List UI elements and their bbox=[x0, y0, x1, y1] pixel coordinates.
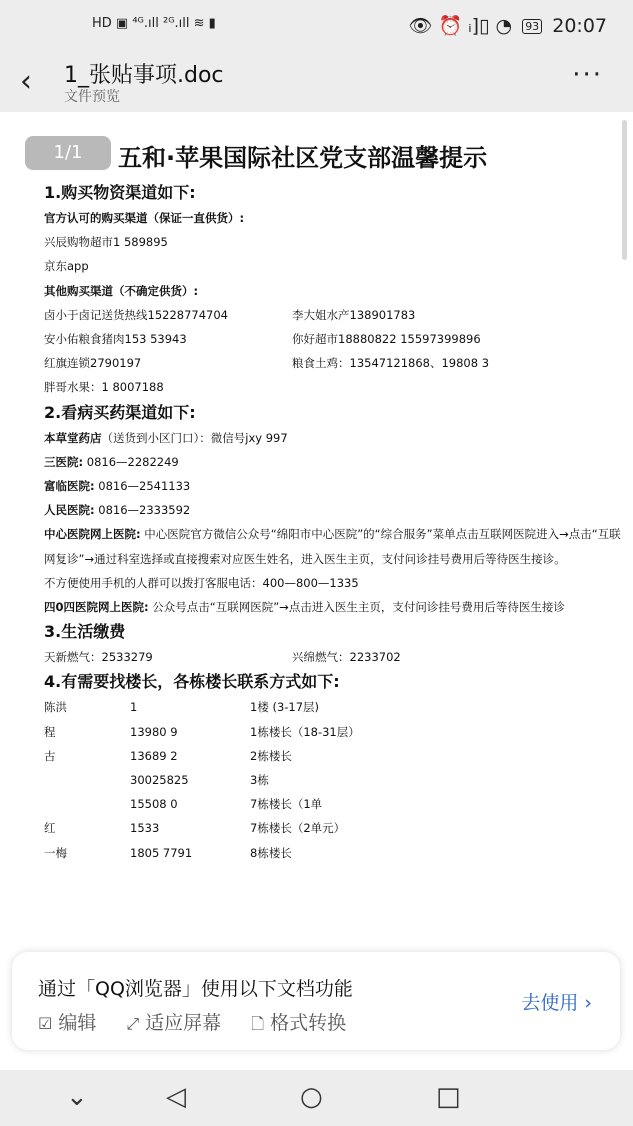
hospital-name: 三医院: bbox=[44, 454, 84, 469]
gas-row bbox=[44, 645, 624, 669]
other-channel-row bbox=[44, 327, 624, 351]
status-icons: 👁 ⏰ ᵢ]▯ ◔ bbox=[408, 15, 513, 37]
other-channel: 安小佑粮食猪肉153 53943 bbox=[44, 332, 187, 347]
document-preview[interactable] bbox=[0, 112, 633, 952]
leader-row: 15508 0 7栋楼长（1单 bbox=[130, 797, 323, 812]
section-2-heading: 2.看病买药渠道如下: bbox=[44, 402, 196, 422]
battery-icon: 93 bbox=[522, 19, 542, 34]
online-hospital-info: 公众号点击“互联网医院”→点击进入医生主页，支付问诊挂号费用后等待医生接诊 bbox=[152, 600, 565, 615]
edit-tool[interactable]: ☑ 编辑 bbox=[38, 1012, 97, 1034]
page-indicator: 1/1 bbox=[25, 136, 111, 170]
other-channel: 红旗连锁2790197 bbox=[44, 356, 142, 371]
pharmacy-info: （送货到小区门口）：微信号jxy 997 bbox=[101, 430, 288, 445]
system-nav-bar bbox=[0, 1070, 633, 1126]
signal-indicators: HD ▣ ⁴ᴳ.ıll ²ᴳ.ıll ≋ ▮ bbox=[92, 16, 216, 31]
leader-row: 一梅 1805 7791 8栋楼长 bbox=[44, 845, 292, 860]
gas-company: 天新燃气：2533279 bbox=[44, 650, 153, 665]
official-channel: 京东app bbox=[44, 259, 89, 274]
banner-title: 通过「QQ浏览器」使用以下文档功能 bbox=[38, 978, 353, 1000]
other-channel-row bbox=[44, 303, 624, 327]
section-1-heading: 1.购买物资渠道如下: bbox=[44, 183, 196, 202]
other-channel: 粮食土鸡：13547121868、19808 3 bbox=[292, 356, 490, 371]
other-channel: 李大姐水产138901783 bbox=[292, 307, 416, 322]
other-channel-row bbox=[44, 351, 624, 375]
other-channel: 你好超市18880822 15597399896 bbox=[292, 332, 481, 347]
app-header bbox=[0, 56, 633, 112]
other-channel: 胖哥水果：1 8007188 bbox=[44, 380, 164, 395]
online-hospital-name: 四0四医院网上医院: bbox=[44, 600, 149, 615]
more-icon[interactable]: ··· bbox=[572, 60, 603, 90]
leader-row: 程 13980 9 1栋楼长（18-31层） bbox=[44, 724, 360, 739]
status-bar bbox=[0, 0, 633, 56]
gas-company: 兴绵燃气：2233702 bbox=[292, 650, 401, 665]
pharmacy-name: 本草堂药店 bbox=[44, 430, 102, 445]
banner-tools bbox=[38, 1008, 346, 1040]
other-channel: 卤小于卤记送货热线15228774704 bbox=[44, 307, 228, 322]
document-title: 五和·苹果国际社区党支部温馨提示 bbox=[118, 144, 488, 172]
hotline-text: 不方便使用手机的人群可以拨打客服电话：400—800—1335 bbox=[44, 575, 359, 590]
file-subtitle: 文件预览 bbox=[64, 89, 120, 105]
status-right bbox=[408, 14, 607, 37]
clock: 20:07 bbox=[552, 15, 607, 37]
home-icon[interactable]: ○ bbox=[300, 1082, 323, 1112]
fit-screen-icon: ⤢ bbox=[126, 1014, 140, 1033]
section-4-heading: 4.有需要找楼长，各栋楼长联系方式如下: bbox=[44, 672, 340, 692]
collapse-icon[interactable]: ⌄ bbox=[66, 1082, 88, 1112]
recent-apps-icon[interactable]: □ bbox=[436, 1082, 461, 1112]
other-label: 其他购买渠道（不确定供货）: bbox=[44, 283, 199, 298]
hospital-phone: 0816—2282249 bbox=[86, 454, 179, 469]
hospital-phone: 0816—2541133 bbox=[98, 479, 191, 494]
hospital-name: 人民医院: bbox=[44, 503, 95, 518]
section-3-heading: 3.生活缴费 bbox=[44, 622, 126, 642]
hospital-phone: 0816—2333592 bbox=[98, 503, 191, 518]
file-title: 1_张贴事项.doc bbox=[64, 63, 224, 88]
official-label: 官方认可的购买渠道（保证一直供货）: bbox=[44, 211, 245, 225]
online-hospital-name: 中心医院网上医院: bbox=[44, 527, 141, 542]
official-channel: 兴辰购物超市1 589895 bbox=[44, 235, 168, 250]
file-icon: 🗋 bbox=[251, 1014, 265, 1033]
online-hospital-info: 中心医院官方微信公众号“绵阳市中心医院”的“综合服务”菜单点击互联网医院进入→点击“互联网复诊”→通过科室选择或直接搜索对应医生姓名，进入医生主页，支付问诊挂号费用后等待医生接诊。 bbox=[44, 527, 621, 566]
back-icon[interactable]: ‹ bbox=[20, 64, 32, 99]
hospital-name: 富临医院: bbox=[44, 479, 95, 494]
fit-screen-tool[interactable]: ⤢ 适应屏幕 bbox=[126, 1012, 222, 1034]
use-now-button[interactable]: 去使用 › bbox=[521, 992, 592, 1014]
edit-icon: ☑ bbox=[38, 1014, 53, 1033]
leader-row: 陈洪 1 1楼 (3-17层) bbox=[44, 700, 320, 715]
leader-row: 红 1533 7栋楼长（2单元） bbox=[44, 821, 346, 836]
back-nav-icon[interactable]: ◁ bbox=[166, 1082, 186, 1112]
leader-row: 古 13689 2 2栋楼长 bbox=[44, 748, 292, 763]
leader-row: 30025825 3栋 bbox=[130, 773, 269, 788]
document-content bbox=[44, 180, 624, 865]
format-convert-tool[interactable]: 🗋 格式转换 bbox=[251, 1012, 347, 1034]
qq-browser-banner[interactable] bbox=[12, 952, 620, 1050]
